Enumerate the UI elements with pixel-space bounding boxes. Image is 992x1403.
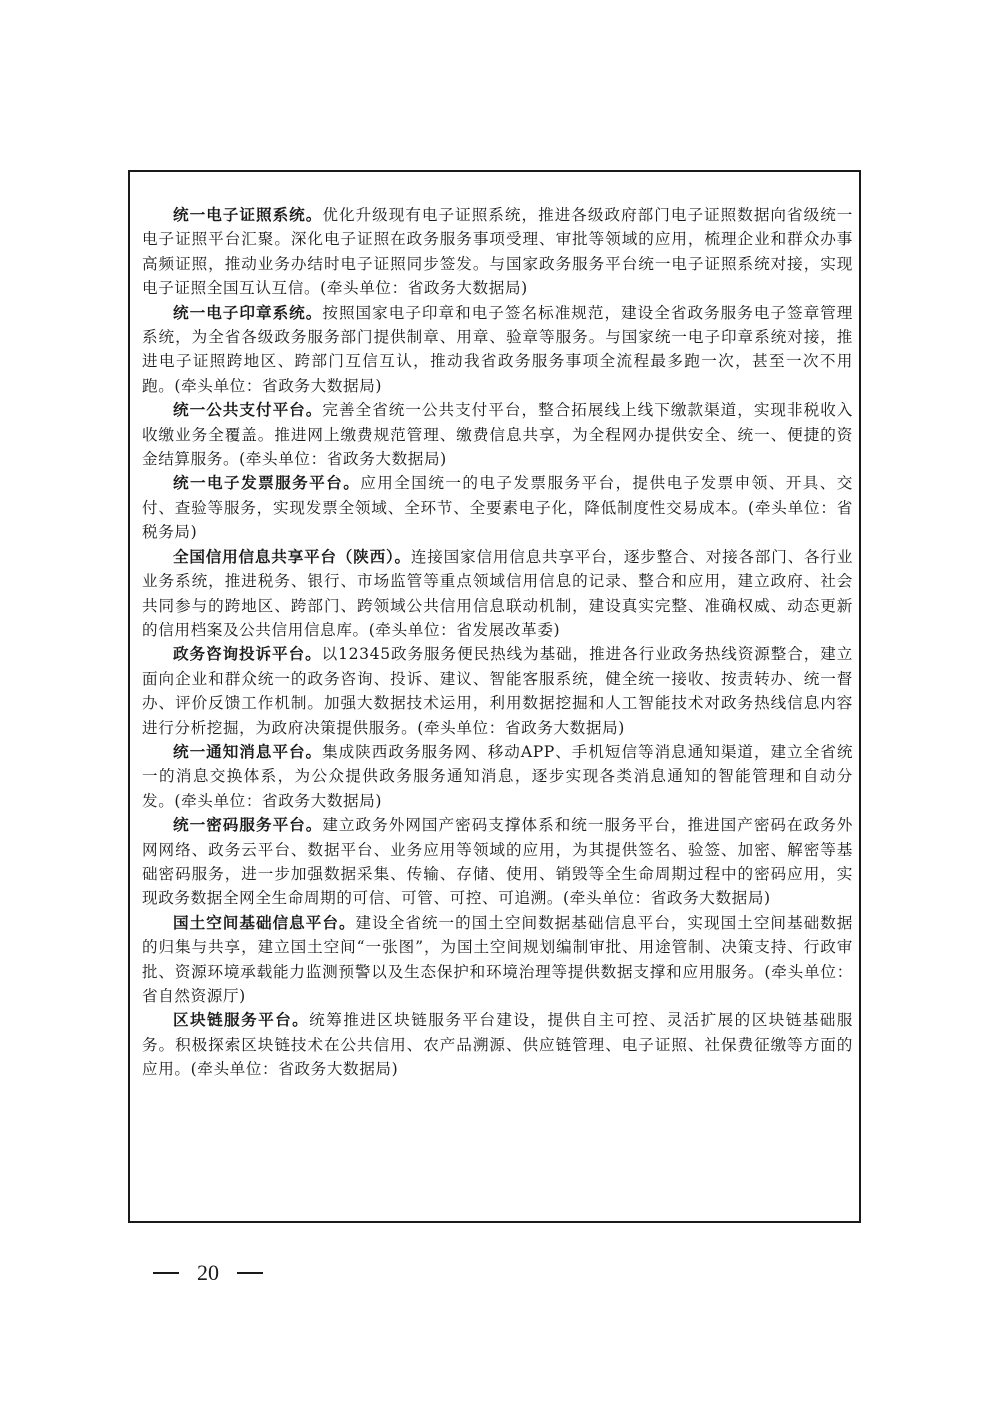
bordered-text-box <box>128 170 861 1223</box>
paragraph-body: 以12345政务服务便民热线为基础，推进各行业政务热线资源整合，建立面向企业和群众统一的政务咨询、投诉、建议、智能客服系统，健全统一接收、按责转办、统一督办、评价反馈工作机制。加强大数据技术运用，利用数据挖掘和人工智能技术对政务热线信息内容进行分析挖掘，为政府决策提供服务。(牵头单位：省政务大数据局) <box>142 645 853 737</box>
paragraph-title: 统一电子证照系统。 <box>173 205 323 224</box>
paragraph-title: 政务咨询投诉平台。 <box>173 644 322 664</box>
paragraph-land-space <box>142 911 853 1009</box>
page-number <box>153 1258 263 1288</box>
text-content <box>142 203 853 1082</box>
paragraph-title: 统一通知消息平台。 <box>173 741 323 761</box>
dash-left <box>153 1272 179 1274</box>
paragraph-consult-complaint <box>142 642 853 740</box>
paragraph-public-payment <box>142 398 853 471</box>
paragraph-body: 集成陕西政务服务网、移动APP、手机短信等消息通知渠道，建立全省统一的消息交换体系，为公众提供政务服务通知消息，逐步实现各类消息通知的智能管理和自动分发。(牵头单位：省政务大数据局) <box>142 742 854 810</box>
paragraph-crypto-service <box>142 813 853 911</box>
dash-right <box>237 1272 263 1274</box>
paragraph-body: 优化升级现有电子证照系统，推进各级政府部门电子证照数据向省级统一电子证照平台汇聚。深化电子证照在政务服务事项受理、审批等领域的应用，梳理企业和群众办事高频证照，推动业务办结时电子证照同步签发。与国家政务服务平台统一电子证照系统对接，实现电子证照全国互认互信。(牵头单位：省政务大数据局) <box>142 206 853 298</box>
paragraph-body: 应用全国统一的电子发票服务平台，提供电子发票申领、开具、交付、查验等服务，实现发票全领域、全环节、全要素电子化，降低制度性交易成本。(牵头单位：省税务局) <box>142 474 853 542</box>
paragraph-title: 统一公共支付平台。 <box>173 400 323 420</box>
paragraph-body: 连接国家信用信息共享平台，逐步整合、对接各部门、各行业业务系统，推进税务、银行、市场监管等重点领域信用信息的记录、整合和应用，建立政府、社会共同参与的跨地区、跨部门、跨领域公共信用信息联动机制，建设真实完整、准确权威、动态更新的信用档案及公共信用信息库。(牵头单位：省发展改革委) <box>142 547 854 639</box>
paragraph-body: 完善全省统一公共支付平台，整合拓展线上线下缴款渠道，实现非税收入收缴业务全覆盖。推进网上缴费规范管理、缴费信息共享，为全程网办提供安全、统一、便捷的资金结算服务。(牵头单位：省政务大数据局) <box>142 401 853 469</box>
paragraph-title: 统一电子印章系统。 <box>173 302 323 322</box>
paragraph-body: 统筹推进区块链服务平台建设，提供自主可控、灵活扩展的区块链基础服务。积极探索区块链技术在公共信用、农产品溯源、供应链管理、电子证照、社保费征缴等方面的应用。(牵头单位：省政务大数据局) <box>142 1011 853 1079</box>
page-number-value: 20 <box>197 1260 219 1285</box>
paragraph-body: 按照国家电子印章和电子签名标准规范，建设全省政务服务电子签章管理系统，为全省各级政务服务部门提供制章、用章、验章等服务。与国家统一电子印章系统对接，推进电子证照跨地区、跨部门互信互认，推动我省政务服务事项全流程最多跑一次，甚至一次不用跑。(牵头单位：省政务大数据局) <box>142 303 853 395</box>
paragraph-body: 建立政务外网国产密码支撑体系和统一服务平台，推进国产密码在政务外网网络、政务云平台、数据平台、业务应用等领域的应用，为其提供签名、验签、加密、解密等基础密码服务，进一步加强数据采集、传输、存储、使用、销毁等全生命周期过程中的密码应用，实现政务数据全网全生命周期的可信、可管、可控、可追溯。(牵头单位：省政务大数据局) <box>142 816 853 908</box>
paragraph-body: 建设全省统一的国土空间数据基础信息平台，实现国土空间基础数据的归集与共享，建立国土空间“一张图”，为国土空间规划编制审批、用途管制、决策支持、行政审批、资源环境承载能力监测预警以及生态保护和环境治理等提供数据支撑和应用服务。(牵头单位：省自然资源厅) <box>142 913 853 1005</box>
paragraph-blockchain <box>142 1008 853 1081</box>
paragraph-notification <box>142 740 853 813</box>
paragraph-title: 统一密码服务平台。 <box>173 815 323 835</box>
paragraph-e-seal <box>142 301 853 399</box>
paragraph-credit-info <box>142 545 853 643</box>
paragraph-title: 全国信用信息共享平台（陕西）。 <box>173 546 411 566</box>
paragraph-title: 区块链服务平台。 <box>173 1010 310 1030</box>
paragraph-title: 统一电子发票服务平台。 <box>173 473 361 493</box>
paragraph-e-license <box>142 203 853 301</box>
paragraph-title: 国土空间基础信息平台。 <box>173 912 356 932</box>
paragraph-e-invoice <box>142 471 853 544</box>
